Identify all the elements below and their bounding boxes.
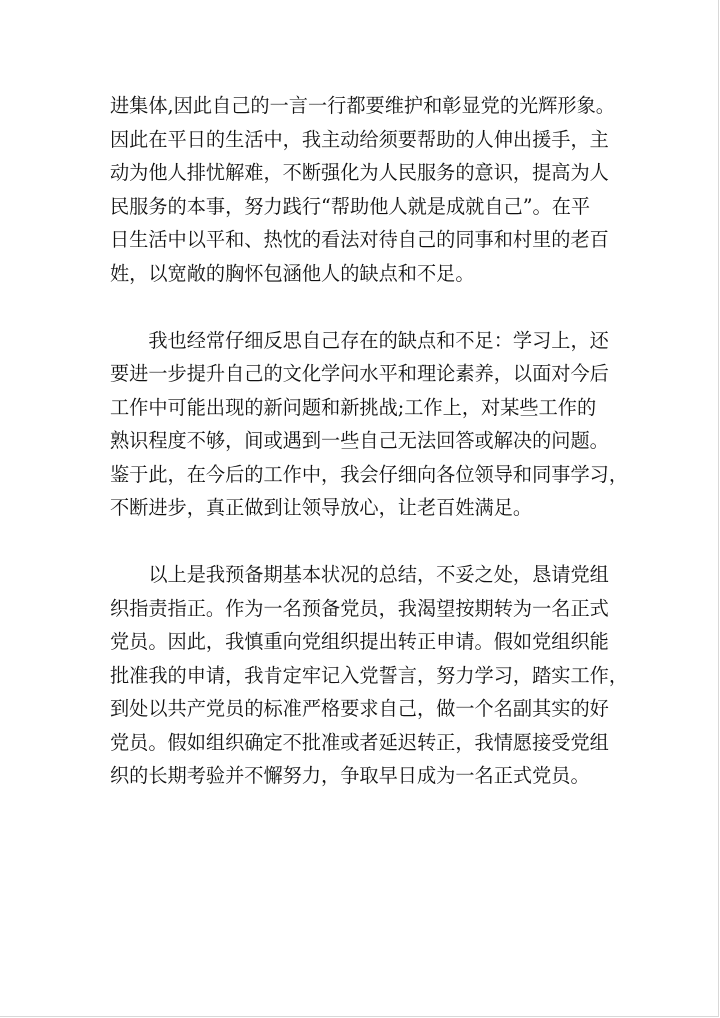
- text-line: 要进一步提升自己的文化学问水平和理论素养，以面对今后: [110, 362, 609, 385]
- text-line: 熟识程度不够，间或遇到一些自己无法回答或解决的问题。: [110, 429, 609, 452]
- text-line: 鉴于此，在今后的工作中，我会仔细向各位领导和同事学习，: [110, 462, 629, 486]
- text-line: 工作中可能出现的新问题和新挑战;工作上，对某些工作的: [110, 395, 597, 419]
- text-line: 不断进步，真正做到让领导放心，让老百姓满足。: [110, 496, 533, 519]
- paragraph-2: [110, 324, 629, 525]
- text-line: 日生活中以平和、热忱的看法对待自己的同事和村里的老百: [110, 228, 609, 251]
- text-line: 织的长期考验并不懈努力，争取早日成为一名正式党员。: [110, 764, 590, 787]
- text-line: 织指责指正。作为一名预备党员，我渴望按期转为一名正式: [110, 596, 609, 620]
- text-line: 党员。因此，我慎重向党组织提出转正申请。假如党组织能: [110, 630, 609, 653]
- text-line: 我也经常仔细反思自己存在的缺点和不足：学习上，还: [110, 328, 609, 352]
- text-line: 因此在平日的生活中，我主动给须要帮助的人伸出援手，主: [110, 127, 609, 151]
- text-line: 姓，以宽敞的胸怀包涵他人的缺点和不足。: [110, 261, 475, 285]
- paragraph-3: [110, 558, 629, 793]
- document-body: [110, 89, 629, 793]
- text-line: 以上是我预备期基本状况的总结，不妥之处，恳请党组: [110, 563, 609, 586]
- paragraph-1: [110, 89, 622, 290]
- text-line: 到处以共产党员的标准严格要求自己，做一个名副其实的好: [110, 697, 609, 720]
- text-line: 党员。假如组织确定不批准或者延迟转正，我情愿接受党组: [110, 730, 609, 754]
- text-line: 批准我的申请，我肯定牢记入党誓言，努力学习，踏实工作，: [110, 663, 629, 687]
- paragraph-spacer: [110, 525, 622, 559]
- paragraph-spacer: [110, 290, 622, 324]
- text-line: 动为他人排忧解难，不断强化为人民服务的意识，提高为人: [110, 161, 609, 184]
- text-line: 民服务的本事，努力践行“帮助他人就是成就自己”。在平: [110, 194, 591, 218]
- text-line: 进集体,因此自己的一言一行都要维护和彰显党的光辉形象。: [110, 94, 615, 117]
